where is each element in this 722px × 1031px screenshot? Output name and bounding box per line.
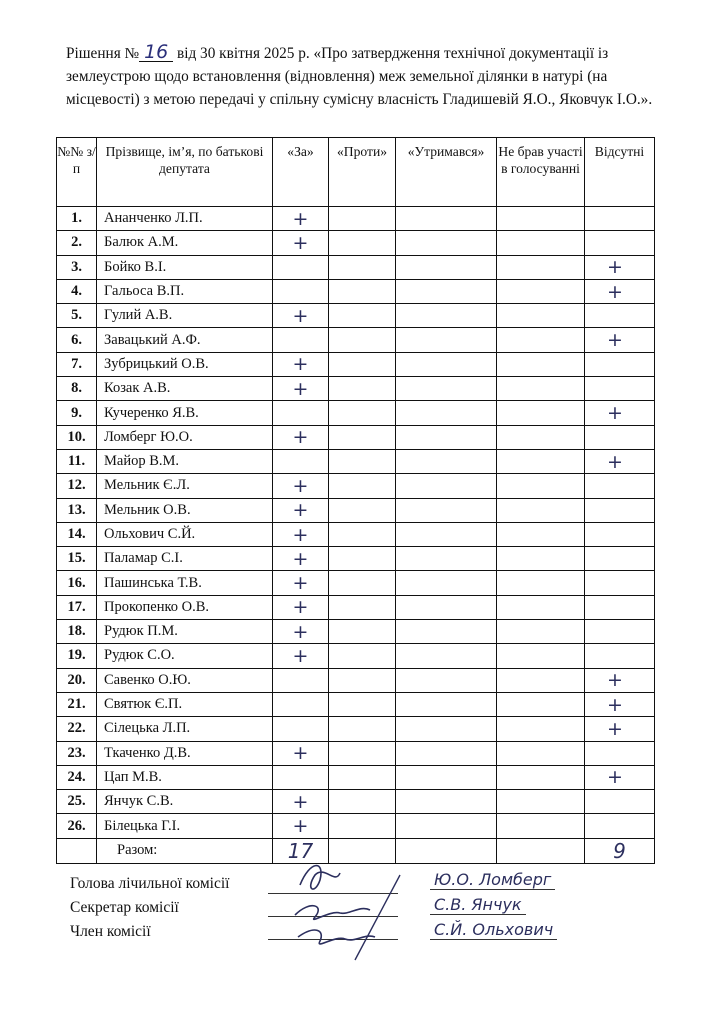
row-number: 26. <box>57 814 97 838</box>
signature-role-secretary: Секретар комісії <box>70 899 179 916</box>
plus-mark: + <box>607 669 623 692</box>
deputy-name: Мельник О.В. <box>97 498 273 522</box>
vote-against-cell <box>329 668 396 692</box>
vote-against-cell <box>329 328 396 352</box>
deputy-name: Янчук С.В. <box>97 790 273 814</box>
header-for: «За» <box>273 138 329 207</box>
absent-cell <box>585 352 655 376</box>
decision-prefix: Рішення № <box>66 45 140 62</box>
absent-cell <box>585 741 655 765</box>
vote-against-cell <box>329 547 396 571</box>
vote-against-cell <box>329 765 396 789</box>
vote-abstained-cell <box>396 449 497 473</box>
absent-cell <box>585 231 655 255</box>
row-number: 12. <box>57 474 97 498</box>
plus-mark: + <box>292 620 309 643</box>
row-number: 9. <box>57 401 97 425</box>
table-header-row <box>57 138 655 207</box>
decision-heading <box>66 42 678 111</box>
vote-not-voted-cell <box>497 644 585 668</box>
table-row <box>57 814 655 838</box>
row-number: 1. <box>57 207 97 231</box>
vote-abstained-cell <box>396 401 497 425</box>
header-against: «Проти» <box>329 138 396 207</box>
absent-cell <box>585 620 655 644</box>
vote-abstained-cell <box>396 474 497 498</box>
absent-cell <box>585 401 655 425</box>
plus-mark: + <box>292 644 309 667</box>
header-absent: Відсутні <box>585 138 655 207</box>
row-number: 13. <box>57 498 97 522</box>
deputy-name: Ольхович С.Й. <box>97 522 273 546</box>
vote-against-cell <box>329 692 396 716</box>
deputy-name: Рудюк С.О. <box>97 644 273 668</box>
plus-mark: + <box>292 426 309 449</box>
vote-abstained-cell <box>396 595 497 619</box>
vote-not-voted-cell <box>497 352 585 376</box>
total-label: Разом: <box>97 838 273 863</box>
table-row <box>57 474 655 498</box>
deputy-name: Паламар С.І. <box>97 547 273 571</box>
vote-for-cell <box>273 522 329 546</box>
absent-cell <box>585 814 655 838</box>
vote-not-voted-cell <box>497 474 585 498</box>
vote-against-cell <box>329 741 396 765</box>
table-row <box>57 717 655 741</box>
vote-not-voted-cell <box>497 668 585 692</box>
vote-for-cell <box>273 401 329 425</box>
vote-against-cell <box>329 814 396 838</box>
deputy-name: Цап М.В. <box>97 765 273 789</box>
vote-abstained-cell <box>396 741 497 765</box>
row-number: 20. <box>57 668 97 692</box>
absent-cell <box>585 425 655 449</box>
total-absent-cell <box>585 838 655 863</box>
vote-against-cell <box>329 352 396 376</box>
vote-abstained-cell <box>396 644 497 668</box>
table-row <box>57 328 655 352</box>
vote-for-cell <box>273 207 329 231</box>
vote-for-cell <box>273 328 329 352</box>
signature-name-member: С.Й. Ольхович <box>430 920 557 940</box>
vote-not-voted-cell <box>497 498 585 522</box>
deputy-name: Ткаченко Д.В. <box>97 741 273 765</box>
vote-for-cell <box>273 741 329 765</box>
plus-mark: + <box>607 280 623 303</box>
row-number: 15. <box>57 547 97 571</box>
deputy-name: Святюк Є.П. <box>97 692 273 716</box>
vote-abstained-cell <box>396 814 497 838</box>
vote-abstained-cell <box>396 522 497 546</box>
row-number: 18. <box>57 620 97 644</box>
table-row <box>57 377 655 401</box>
row-number: 14. <box>57 522 97 546</box>
table-row <box>57 620 655 644</box>
table-row <box>57 522 655 546</box>
signature-name-secretary: С.В. Янчук <box>430 895 526 915</box>
vote-not-voted-cell <box>497 692 585 716</box>
plus-mark: + <box>292 231 309 254</box>
row-number: 11. <box>57 449 97 473</box>
vote-for-cell <box>273 304 329 328</box>
table-row <box>57 401 655 425</box>
vote-for-cell <box>273 449 329 473</box>
plus-mark: + <box>607 256 623 279</box>
plus-mark: + <box>292 377 309 400</box>
absent-cell <box>585 595 655 619</box>
vote-not-voted-cell <box>497 595 585 619</box>
table-row <box>57 668 655 692</box>
plus-mark: + <box>607 693 623 716</box>
decision-number: 16 <box>139 43 173 62</box>
absent-cell <box>585 304 655 328</box>
vote-for-cell <box>273 790 329 814</box>
table-row <box>57 595 655 619</box>
vote-abstained-cell <box>396 304 497 328</box>
table-row <box>57 449 655 473</box>
vote-against-cell <box>329 620 396 644</box>
absent-cell <box>585 717 655 741</box>
header-not-voted: Не брав участі в голосуванні <box>497 138 585 207</box>
vote-for-cell <box>273 279 329 303</box>
vote-not-voted-cell <box>497 207 585 231</box>
deputy-name: Савенко О.Ю. <box>97 668 273 692</box>
vote-abstained-cell <box>396 377 497 401</box>
vote-not-voted-cell <box>497 279 585 303</box>
header-name: Прізвище, ім’я, по батькові депутата <box>97 138 273 207</box>
vote-abstained-cell <box>396 571 497 595</box>
table-row <box>57 790 655 814</box>
vote-for-cell <box>273 765 329 789</box>
vote-against-cell <box>329 595 396 619</box>
absent-cell <box>585 474 655 498</box>
vote-not-voted-cell <box>497 547 585 571</box>
vote-against-cell <box>329 304 396 328</box>
vote-against-cell <box>329 255 396 279</box>
vote-not-voted-cell <box>497 449 585 473</box>
row-number: 2. <box>57 231 97 255</box>
total-empty-cell <box>57 838 97 863</box>
vote-for-cell <box>273 231 329 255</box>
vote-against-cell <box>329 717 396 741</box>
vote-against-cell <box>329 571 396 595</box>
vote-for-cell <box>273 668 329 692</box>
deputy-name: Пашинська Т.В. <box>97 571 273 595</box>
absent-cell <box>585 692 655 716</box>
vote-not-voted-cell <box>497 814 585 838</box>
vote-abstained-cell <box>396 231 497 255</box>
vote-abstained-cell <box>396 765 497 789</box>
absent-cell <box>585 644 655 668</box>
vote-not-voted-cell <box>497 717 585 741</box>
row-number: 5. <box>57 304 97 328</box>
vote-not-voted-cell <box>497 790 585 814</box>
signature-role-chair: Голова лічильної комісії <box>70 875 230 892</box>
vote-not-voted-cell <box>497 571 585 595</box>
table-row <box>57 692 655 716</box>
vote-abstained-cell <box>396 498 497 522</box>
absent-cell <box>585 449 655 473</box>
vote-against-cell <box>329 207 396 231</box>
vote-for-cell <box>273 352 329 376</box>
table-row <box>57 279 655 303</box>
vote-for-cell <box>273 717 329 741</box>
absent-cell <box>585 765 655 789</box>
handwritten-signatures <box>280 855 420 965</box>
table-row <box>57 207 655 231</box>
vote-against-cell <box>329 522 396 546</box>
absent-cell <box>585 377 655 401</box>
deputy-name: Гулий А.В. <box>97 304 273 328</box>
deputy-name: Кучеренко Я.В. <box>97 401 273 425</box>
row-number: 21. <box>57 692 97 716</box>
vote-not-voted-cell <box>497 401 585 425</box>
vote-abstained-cell <box>396 352 497 376</box>
vote-not-voted-cell <box>497 377 585 401</box>
plus-mark: + <box>292 742 309 765</box>
table-row <box>57 498 655 522</box>
absent-cell <box>585 255 655 279</box>
table-row <box>57 255 655 279</box>
plus-mark: + <box>292 815 309 838</box>
row-number: 10. <box>57 425 97 449</box>
table-row <box>57 304 655 328</box>
row-number: 19. <box>57 644 97 668</box>
deputy-name: Гальоса В.П. <box>97 279 273 303</box>
vote-for-cell <box>273 644 329 668</box>
deputy-name: Балюк А.М. <box>97 231 273 255</box>
total-absent: 9 <box>613 838 626 863</box>
row-number: 23. <box>57 741 97 765</box>
row-number: 3. <box>57 255 97 279</box>
vote-for-cell <box>273 498 329 522</box>
plus-mark: + <box>292 547 309 570</box>
table-row <box>57 571 655 595</box>
deputy-name: Мельник Є.Л. <box>97 474 273 498</box>
table-row <box>57 547 655 571</box>
vote-against-cell <box>329 474 396 498</box>
decision-text: від 30 квітня 2025 р. «Про затвердження технічної документації із землеустрою щодо встановлення (відновлення) меж земельної ділянки в натурі (на місцевості) з метою передачі у спільну сумісну власність Гладишевій Я.О., Яковчук І.О.». <box>66 45 653 108</box>
total-not-voted-cell <box>497 838 585 863</box>
row-number: 25. <box>57 790 97 814</box>
row-number: 24. <box>57 765 97 789</box>
vote-not-voted-cell <box>497 231 585 255</box>
row-number: 4. <box>57 279 97 303</box>
vote-abstained-cell <box>396 279 497 303</box>
vote-abstained-cell <box>396 207 497 231</box>
row-number: 17. <box>57 595 97 619</box>
deputy-name: Бойко В.І. <box>97 255 273 279</box>
plus-mark: + <box>292 474 309 497</box>
vote-not-voted-cell <box>497 255 585 279</box>
vote-for-cell <box>273 474 329 498</box>
deputy-name: Майор В.М. <box>97 449 273 473</box>
vote-abstained-cell <box>396 668 497 692</box>
vote-abstained-cell <box>396 255 497 279</box>
absent-cell <box>585 522 655 546</box>
table-row <box>57 765 655 789</box>
total-for: 17 <box>287 838 314 863</box>
absent-cell <box>585 498 655 522</box>
vote-against-cell <box>329 231 396 255</box>
signature-role-member: Член комісії <box>70 923 151 940</box>
signature-block <box>70 872 229 944</box>
vote-not-voted-cell <box>497 522 585 546</box>
absent-cell <box>585 547 655 571</box>
plus-mark: + <box>292 304 309 327</box>
vote-for-cell <box>273 571 329 595</box>
vote-abstained-cell <box>396 717 497 741</box>
vote-abstained-cell <box>396 692 497 716</box>
absent-cell <box>585 328 655 352</box>
plus-mark: + <box>292 207 309 230</box>
table-row <box>57 352 655 376</box>
vote-against-cell <box>329 449 396 473</box>
vote-for-cell <box>273 692 329 716</box>
vote-for-cell <box>273 377 329 401</box>
vote-not-voted-cell <box>497 620 585 644</box>
vote-for-cell <box>273 547 329 571</box>
vote-for-cell <box>273 814 329 838</box>
table-row <box>57 741 655 765</box>
deputy-name: Зубрицький О.В. <box>97 352 273 376</box>
plus-mark: + <box>607 402 623 425</box>
plus-mark: + <box>292 353 309 376</box>
vote-not-voted-cell <box>497 328 585 352</box>
vote-not-voted-cell <box>497 741 585 765</box>
row-number: 8. <box>57 377 97 401</box>
header-abstained: «Утримався» <box>396 138 497 207</box>
deputy-name: Козак А.В. <box>97 377 273 401</box>
table-row <box>57 425 655 449</box>
vote-against-cell <box>329 498 396 522</box>
plus-mark: + <box>607 766 623 789</box>
vote-against-cell <box>329 644 396 668</box>
row-number: 6. <box>57 328 97 352</box>
signature-name-chair: Ю.О. Ломберг <box>430 870 555 890</box>
plus-mark: + <box>292 790 309 813</box>
voting-table <box>56 137 655 864</box>
vote-for-cell <box>273 255 329 279</box>
vote-abstained-cell <box>396 425 497 449</box>
table-row <box>57 231 655 255</box>
plus-mark: + <box>292 499 309 522</box>
absent-cell <box>585 571 655 595</box>
row-number: 22. <box>57 717 97 741</box>
absent-cell <box>585 279 655 303</box>
vote-abstained-cell <box>396 790 497 814</box>
absent-cell <box>585 207 655 231</box>
vote-against-cell <box>329 279 396 303</box>
vote-for-cell <box>273 595 329 619</box>
absent-cell <box>585 790 655 814</box>
row-number: 7. <box>57 352 97 376</box>
header-number: №№ з/п <box>57 138 97 207</box>
vote-not-voted-cell <box>497 425 585 449</box>
vote-against-cell <box>329 790 396 814</box>
vote-abstained-cell <box>396 620 497 644</box>
deputy-name: Ананченко Л.П. <box>97 207 273 231</box>
table-body <box>57 207 655 864</box>
vote-for-cell <box>273 425 329 449</box>
plus-mark: + <box>292 523 309 546</box>
vote-against-cell <box>329 377 396 401</box>
vote-for-cell <box>273 620 329 644</box>
vote-not-voted-cell <box>497 304 585 328</box>
plus-mark: + <box>607 717 623 740</box>
absent-cell <box>585 668 655 692</box>
plus-mark: + <box>292 596 309 619</box>
row-number: 16. <box>57 571 97 595</box>
deputy-name: Прокопенко О.В. <box>97 595 273 619</box>
vote-abstained-cell <box>396 328 497 352</box>
deputy-name: Завацький А.Ф. <box>97 328 273 352</box>
plus-mark: + <box>607 329 623 352</box>
deputy-name: Ломберг Ю.О. <box>97 425 273 449</box>
vote-abstained-cell <box>396 547 497 571</box>
deputy-name: Рудюк П.М. <box>97 620 273 644</box>
table-row <box>57 644 655 668</box>
vote-against-cell <box>329 425 396 449</box>
deputy-name: Білецька Г.І. <box>97 814 273 838</box>
vote-not-voted-cell <box>497 765 585 789</box>
plus-mark: + <box>607 450 623 473</box>
deputy-name: Сілецька Л.П. <box>97 717 273 741</box>
vote-against-cell <box>329 401 396 425</box>
plus-mark: + <box>292 572 309 595</box>
